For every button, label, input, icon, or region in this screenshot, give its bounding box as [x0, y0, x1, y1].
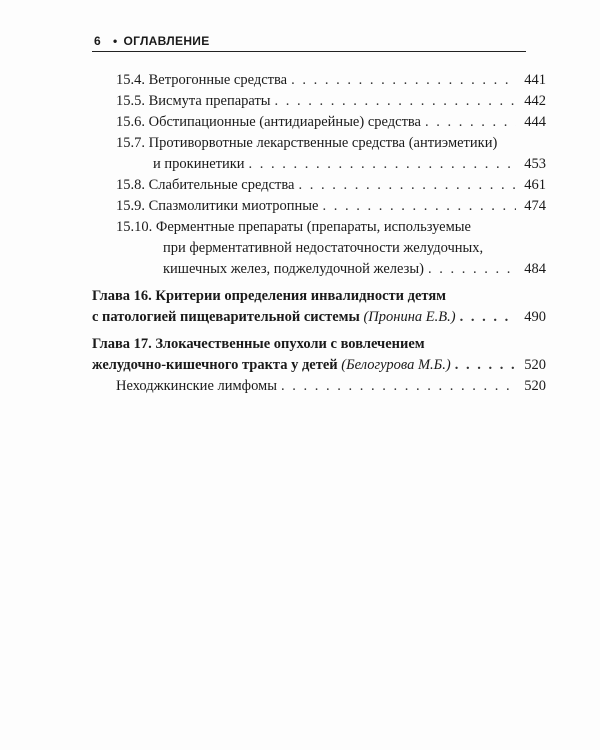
toc-entry-15-9[interactable]: 15.9. Спазмолитики миотропные . . . 474	[116, 196, 546, 217]
page-ref: 520	[524, 378, 546, 394]
running-header	[94, 34, 210, 48]
leader-dots	[298, 175, 516, 196]
toc-entry-15-6[interactable]: 15.6. Обстипационные (антидиарейные) средства . . . 444	[116, 112, 546, 133]
leader-dots	[249, 154, 516, 175]
leader-dots	[455, 355, 516, 376]
leader-dots	[275, 91, 516, 112]
page-number: 6	[94, 34, 101, 48]
page-ref: 520	[524, 357, 546, 373]
header-rule	[92, 51, 526, 52]
page-ref: 444	[524, 114, 546, 130]
page-ref: 484	[524, 261, 546, 277]
page-ref: 441	[524, 72, 546, 88]
toc-chapter-17[interactable]: Глава 17. Злокачественные опухоли с вовлечением желудочно-кишечного тракта у детей (Белогурова М.Б.) . . . 520	[92, 334, 546, 376]
leader-dots	[460, 307, 516, 328]
bullet-icon: •	[112, 34, 118, 48]
toc-entry-15-7[interactable]: 15.7. Противорвотные лекарственные средства (антиэметики) и прокинетики . . . 453	[116, 133, 546, 175]
page-ref: 461	[524, 177, 546, 193]
toc-entry-lymphoma[interactable]: Неходжкинские лимфомы . . . 520	[116, 376, 546, 397]
toc-chapter-16[interactable]: Глава 16. Критерии определения инвалидности детям с патологией пищеварительной системы (Пронина Е.В.) . . . 490	[92, 286, 546, 328]
leader-dots	[291, 70, 516, 91]
toc-entry-15-10[interactable]: 15.10. Ферментные препараты (препараты, используемые при ферментативной недостаточности желудочных, кишечных желез, поджелудочной железы) . . . 484	[116, 217, 546, 280]
table-of-contents	[92, 70, 546, 397]
toc-entry-15-8[interactable]: 15.8. Слабительные средства . . . 461	[116, 175, 546, 196]
page-ref: 490	[524, 309, 546, 325]
leader-dots	[322, 196, 516, 217]
leader-dots	[281, 376, 516, 397]
page-ref: 474	[524, 198, 546, 214]
chapter-author: (Пронина Е.В.)	[363, 309, 456, 325]
chapter-author: (Белогурова М.Б.)	[341, 357, 451, 373]
leader-dots	[428, 259, 516, 280]
toc-entry-15-5[interactable]: 15.5. Висмута препараты . . . 442	[116, 91, 546, 112]
page-ref: 453	[524, 156, 546, 172]
leader-dots	[425, 112, 516, 133]
toc-entry-15-4[interactable]: 15.4. Ветрогонные средства . . . 441	[116, 70, 546, 91]
page-ref: 442	[524, 93, 546, 109]
header-title: ОГЛАВЛЕНИЕ	[123, 34, 210, 48]
